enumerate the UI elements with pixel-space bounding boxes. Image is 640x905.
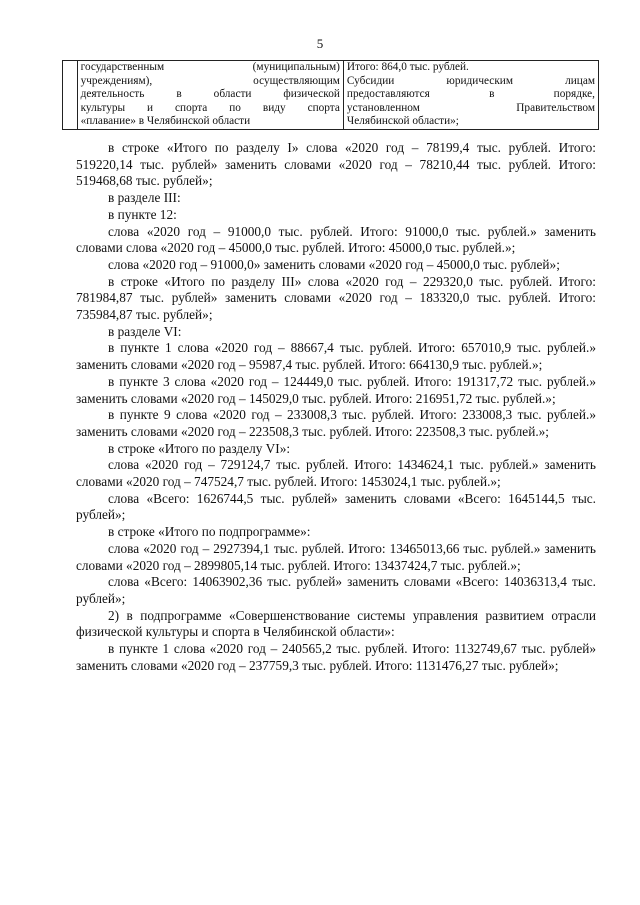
cell-line: установленном Правительством: [346, 101, 595, 114]
paragraph: слова «2020 год – 91000,0 тыс. рублей. Итого: 91000,0 тыс. рублей.» заменить словами слова «2020 год – 45000,0 тыс. рублей. Итого: 45000,0 тыс. рублей.»;: [76, 223, 596, 256]
paragraph: в пункте 12:: [108, 206, 177, 222]
paragraph: в строке «Итого по подпрограмме»:: [108, 524, 311, 540]
paragraph: слова «2020 год – 91000,0» заменить словами «2020 год – 45000,0 тыс. рублей»;: [108, 256, 560, 272]
paragraph: в строке «Итого по разделу VI»:: [108, 440, 291, 456]
paragraph: в разделе VI:: [108, 323, 182, 339]
table-cell-number: [63, 61, 78, 130]
cell-line: предоставляются в порядке,: [346, 88, 595, 101]
paragraph: в пункте 1 слова «2020 год – 240565,2 тыс. рублей. Итого: 1132749,67 тыс. рублей» заменить словами «2020 год – 237759,3 тыс. рублей. Итого: 1131476,27 тыс. рублей»;: [76, 641, 596, 673]
paragraph: в строке «Итого по разделу I» слова «2020 год – 78199,4 тыс. рублей. Итого: 519220,14 тыс. рублей» заменить словами «2020 год – 78210,44 тыс. рублей. Итого: 519468,68 тыс. рублей»;: [76, 140, 596, 189]
cell-line: деятельность в области физической: [80, 88, 340, 101]
paragraph: в пункте 3 слова «2020 год – 124449,0 тыс. рублей. Итого: 191317,72 тыс. рублей.» заменить словами «2020 год – 145029,0 тыс. рублей. Итого: 216951,72 тыс. рублей.»;: [76, 373, 596, 406]
cell-line: «плавание» в Челябинской области: [80, 115, 251, 128]
paragraph: в строке «Итого по разделу III» слова «2020 год – 229320,0 тыс. рублей. Итого: 781984,87 тыс. рублей» заменить словами «2020 год – 183320,0 тыс. рублей. Итого: 735984,87 тыс. рублей»;: [76, 273, 596, 323]
cell-line: Субсидии юридическим лицам: [346, 74, 595, 87]
cell-line: Итого: 864,0 тыс. рублей.: [346, 61, 469, 73]
cell-line: культуры и спорта по виду спорта: [80, 101, 340, 114]
cell-line: Челябинской области»;: [346, 115, 459, 128]
page-number: 5: [316, 36, 324, 51]
table-cell-recipient: [77, 61, 343, 130]
document-body: [76, 140, 596, 675]
paragraph: в разделе III:: [108, 190, 181, 206]
paragraph: в пункте 1 слова «2020 год – 88667,4 тыс. рублей. Итого: 657010,9 тыс. рублей.» заменить словами «2020 год – 95987,4 тыс. рублей. Итого: 664130,9 тыс. рублей.»;: [76, 340, 596, 373]
paragraph: в пункте 9 слова «2020 год – 233008,3 тыс. рублей. Итого: 233008,3 тыс. рублей.» заменить словами «2020 год – 223508,3 тыс. рублей. Итого: 223508,3 тыс. рублей.»;: [76, 407, 596, 439]
paragraph: слова «2020 год – 729124,7 тыс. рублей. Итого: 1434624,1 тыс. рублей.» заменить словами «2020 год – 747524,7 тыс. рублей. Итого: 1453024,1 тыс. рублей.»;: [76, 457, 596, 490]
table-row: [63, 61, 599, 130]
paragraph: слова «Всего: 1626744,5 тыс. рублей» заменить словами «Всего: 1645144,5 тыс. рублей»;: [76, 490, 596, 523]
cell-line: государственным (муниципальным): [80, 61, 340, 73]
paragraph: 2) в подпрограмме «Совершенствование системы управления развитием отрасли физической культуры и спорта в Челябинской области»:: [76, 607, 596, 640]
table-cell-amount: [343, 61, 598, 130]
continued-table: [62, 60, 599, 130]
cell-line: учреждениям), осуществляющим: [80, 74, 340, 87]
paragraph: слова «Всего: 14063902,36 тыс. рублей» заменить словами «Всего: 14036313,4 тыс. рублей»;: [76, 574, 596, 606]
paragraph: слова «2020 год – 2927394,1 тыс. рублей. Итого: 13465013,66 тыс. рублей.» заменить словами «2020 год – 2899805,14 тыс. рублей. Итого: 13437424,7 тыс. рублей.»;: [76, 540, 596, 573]
